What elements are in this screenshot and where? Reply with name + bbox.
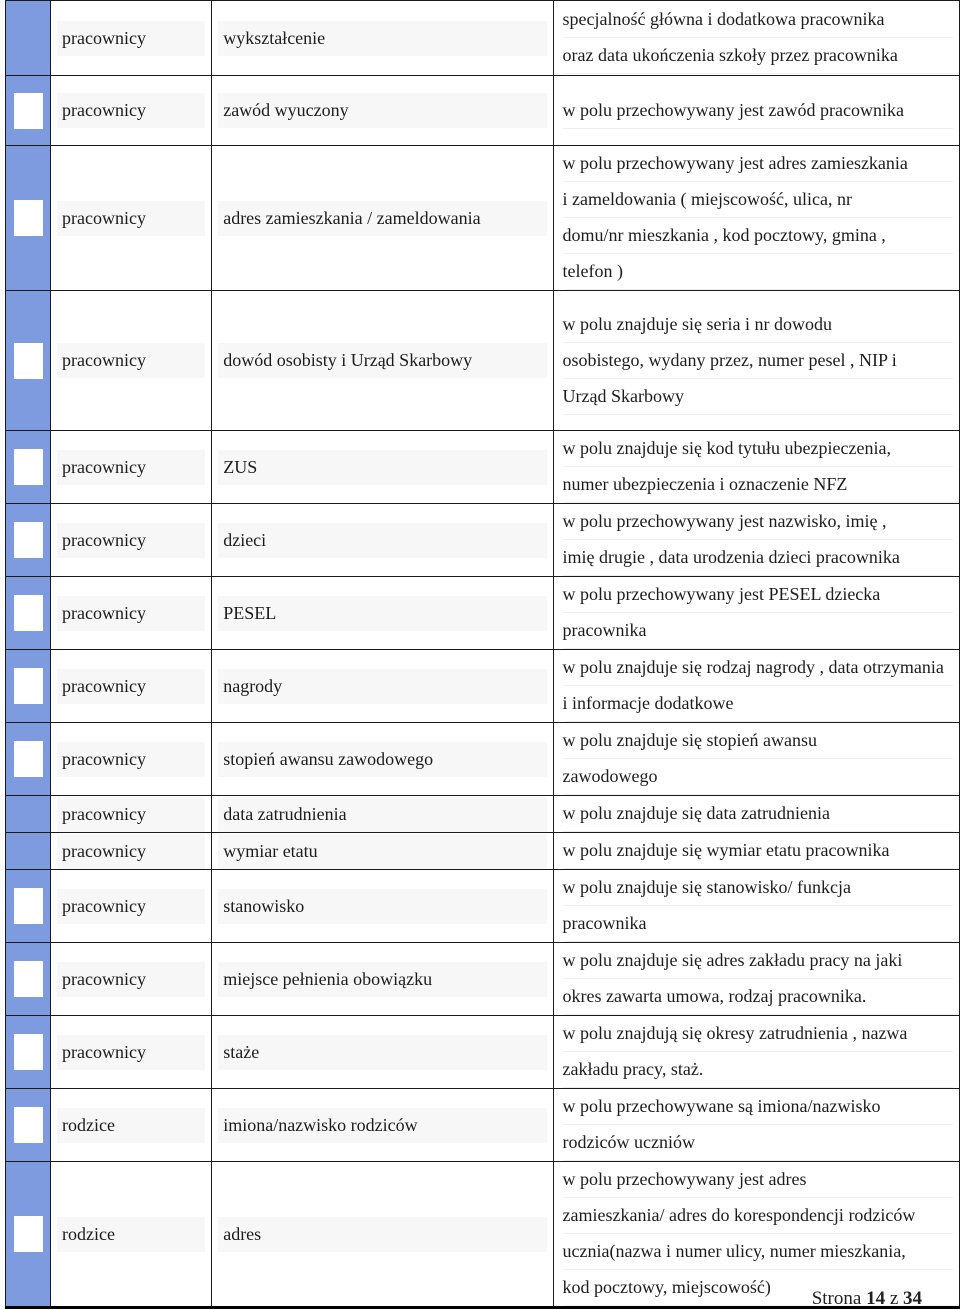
table-row	[6, 291, 960, 431]
description-line: w polu przechowywane są imiona/nazwisko	[563, 1089, 953, 1125]
entity-name: pracownicy	[57, 596, 205, 631]
field-cell	[212, 723, 553, 796]
field-name: adres zamieszkania / zameldowania	[218, 201, 546, 236]
field-cell	[212, 431, 553, 504]
field-name: PESEL	[218, 596, 546, 631]
entity-name: pracownicy	[57, 797, 205, 832]
description-line: w polu znajduje się stopień awansu	[563, 723, 953, 759]
description-line: w polu przechowywany jest nazwisko, imię ,	[563, 504, 953, 540]
entity-cell	[51, 1016, 212, 1089]
row-marker-cell	[6, 577, 51, 650]
field-cell	[212, 1162, 553, 1308]
row-marker-cell	[6, 723, 51, 796]
field-cell	[212, 833, 553, 870]
field-cell	[212, 146, 553, 291]
entity-cell	[51, 833, 212, 870]
description-line: w polu znajduje się kod tytułu ubezpieczenia,	[563, 431, 953, 467]
field-name: ZUS	[218, 450, 546, 485]
description-line: w polu znajduje się adres zakładu pracy na jaki	[563, 943, 953, 979]
description-line: specjalność główna i dodatkowa pracownika	[563, 2, 953, 38]
entity-name: pracownicy	[57, 201, 205, 236]
entity-cell	[51, 291, 212, 431]
field-name: stopień awansu zawodowego	[218, 742, 546, 777]
entity-cell	[51, 723, 212, 796]
row-marker-cell	[6, 504, 51, 577]
description-cell	[553, 650, 959, 723]
entity-name: pracownicy	[57, 93, 205, 128]
entity-name: pracownicy	[57, 962, 205, 997]
entity-name: pracownicy	[57, 21, 205, 56]
field-description	[560, 93, 953, 129]
description-line: i informacje dodatkowe	[563, 686, 953, 722]
row-checkbox[interactable]	[14, 1216, 43, 1252]
table-row	[6, 796, 960, 833]
description-line: w polu znajduje się stanowisko/ funkcja	[563, 870, 953, 906]
row-checkbox[interactable]	[14, 1107, 43, 1143]
field-name: stanowisko	[218, 889, 546, 924]
field-cell	[212, 650, 553, 723]
row-marker-cell	[6, 291, 51, 431]
row-checkbox[interactable]	[14, 449, 43, 485]
description-line: pracownika	[563, 906, 953, 942]
table-row	[6, 504, 960, 577]
table-row	[6, 870, 960, 943]
field-description	[560, 2, 953, 74]
entity-cell	[51, 943, 212, 1016]
field-cell	[212, 1089, 553, 1162]
description-line: imię drugie , data urodzenia dzieci pracownika	[563, 540, 953, 576]
row-checkbox[interactable]	[14, 961, 43, 997]
table-row	[6, 943, 960, 1016]
entity-cell	[51, 1, 212, 76]
field-name: nagrody	[218, 669, 546, 704]
table-row	[6, 650, 960, 723]
description-cell	[553, 723, 959, 796]
row-checkbox[interactable]	[14, 888, 43, 924]
description-cell	[553, 76, 959, 146]
description-cell	[553, 504, 959, 577]
entity-name: rodzice	[57, 1217, 205, 1252]
entity-cell	[51, 577, 212, 650]
description-line: pracownika	[563, 613, 953, 649]
entity-name: pracownicy	[57, 523, 205, 558]
field-description	[560, 943, 953, 1015]
field-description	[560, 1016, 953, 1088]
row-checkbox[interactable]	[14, 343, 43, 379]
field-name: wymiar etatu	[218, 834, 546, 869]
entity-cell	[51, 1089, 212, 1162]
row-marker-cell	[6, 833, 51, 870]
field-description	[560, 307, 953, 415]
description-cell	[553, 1089, 959, 1162]
field-description	[560, 577, 953, 649]
field-cell	[212, 870, 553, 943]
row-marker-cell	[6, 76, 51, 146]
field-cell	[212, 577, 553, 650]
table-row	[6, 577, 960, 650]
field-description	[560, 796, 953, 832]
entity-name: pracownicy	[57, 742, 205, 777]
field-name: imiona/nazwisko rodziców	[218, 1108, 546, 1143]
description-line: oraz data ukończenia szkoły przez pracownika	[563, 38, 953, 74]
description-line: i zameldowania ( miejscowość, ulica, nr	[563, 182, 953, 218]
row-marker-cell	[6, 146, 51, 291]
entity-name: pracownicy	[57, 1035, 205, 1070]
page-label: Strona	[811, 1288, 862, 1309]
field-description	[560, 1089, 953, 1161]
entity-cell	[51, 504, 212, 577]
row-checkbox[interactable]	[14, 595, 43, 631]
description-line: w polu znajduje się seria i nr dowodu	[563, 307, 953, 343]
field-cell	[212, 796, 553, 833]
page-sep: z	[889, 1288, 899, 1309]
description-cell	[553, 796, 959, 833]
entity-cell	[51, 431, 212, 504]
field-name: staże	[218, 1035, 546, 1070]
description-line: kod pocztowy, miejscowość)	[563, 1270, 953, 1306]
description-cell	[553, 1016, 959, 1089]
description-line: w polu przechowywany jest adres zamieszkania	[563, 146, 953, 182]
description-line: osobistego, wydany przez, numer pesel , NIP i	[563, 343, 953, 379]
description-line: w polu znajdują się okresy zatrudnienia , nazwa	[563, 1016, 953, 1052]
entity-cell	[51, 796, 212, 833]
row-checkbox[interactable]	[14, 200, 43, 236]
row-marker-cell	[6, 1, 51, 76]
field-name: adres	[218, 1217, 546, 1252]
description-line: w polu przechowywany jest adres	[563, 1162, 953, 1198]
row-checkbox[interactable]	[14, 522, 43, 558]
entity-cell	[51, 650, 212, 723]
row-marker-cell	[6, 1016, 51, 1089]
table-row	[6, 1016, 960, 1089]
entity-cell	[51, 76, 212, 146]
entity-cell	[51, 870, 212, 943]
description-line: okres zawarta umowa, rodzaj pracownika.	[563, 979, 953, 1015]
entity-name: rodzice	[57, 1108, 205, 1143]
total-pages: 34	[903, 1288, 922, 1309]
table-row	[6, 1, 960, 76]
entity-cell	[51, 146, 212, 291]
description-line: w polu znajduje się wymiar etatu pracownika	[563, 833, 953, 869]
description-line: w polu znajduje się data zatrudnienia	[563, 796, 953, 832]
field-description	[560, 870, 953, 942]
entity-cell	[51, 1162, 212, 1308]
table-row	[6, 1089, 960, 1162]
field-description	[560, 650, 953, 722]
description-cell	[553, 833, 959, 870]
field-description	[560, 146, 953, 290]
field-name: miejsce pełnienia obowiązku	[218, 962, 546, 997]
page-number	[812, 1288, 922, 1310]
entity-name: pracownicy	[57, 889, 205, 924]
field-description	[560, 723, 953, 795]
table-row	[6, 1162, 960, 1308]
description-line: ucznia(nazwa i numer ulicy, numer mieszkania,	[563, 1234, 953, 1270]
row-marker-cell	[6, 943, 51, 1016]
row-checkbox[interactable]	[14, 1034, 43, 1070]
row-marker-cell	[6, 796, 51, 833]
row-marker-cell	[6, 870, 51, 943]
field-description	[560, 431, 953, 503]
description-cell	[553, 577, 959, 650]
description-cell	[553, 146, 959, 291]
description-line: zamieszkania/ adres do korespondencji rodziców	[563, 1198, 953, 1234]
field-name: data zatrudnienia	[218, 797, 546, 832]
entity-name: pracownicy	[57, 450, 205, 485]
table-row	[6, 833, 960, 870]
table-row	[6, 431, 960, 504]
field-cell	[212, 1016, 553, 1089]
field-name: zawód wyuczony	[218, 93, 546, 128]
row-marker-cell	[6, 650, 51, 723]
description-cell	[553, 431, 959, 504]
field-description	[560, 1162, 953, 1306]
field-description	[560, 833, 953, 869]
field-cell	[212, 943, 553, 1016]
field-description	[560, 504, 953, 576]
table-row	[6, 76, 960, 146]
description-line: zawodowego	[563, 759, 953, 795]
description-line: w polu przechowywany jest PESEL dziecka	[563, 577, 953, 613]
description-line: numer ubezpieczenia i oznaczenie NFZ	[563, 467, 953, 503]
entity-name: pracownicy	[57, 669, 205, 704]
entity-name: pracownicy	[57, 834, 205, 869]
field-name: dzieci	[218, 523, 546, 558]
description-line: Urząd Skarbowy	[563, 379, 953, 415]
description-cell	[553, 943, 959, 1016]
row-checkbox[interactable]	[14, 741, 43, 777]
field-cell	[212, 76, 553, 146]
field-name: dowód osobisty i Urząd Skarbowy	[218, 343, 546, 378]
description-line: zakładu pracy, staż.	[563, 1052, 953, 1088]
current-page: 14	[866, 1288, 886, 1309]
row-marker-cell	[6, 1089, 51, 1162]
row-checkbox[interactable]	[14, 668, 43, 704]
table-row	[6, 723, 960, 796]
row-marker-cell	[6, 431, 51, 504]
field-name: wykształcenie	[218, 21, 546, 56]
description-cell	[553, 291, 959, 431]
entity-name: pracownicy	[57, 343, 205, 378]
document-table	[5, 0, 960, 1309]
field-cell	[212, 1, 553, 76]
description-line: domu/nr mieszkania , kod pocztowy, gmina ,	[563, 218, 953, 254]
row-marker-cell	[6, 1162, 51, 1308]
description-line: rodziców uczniów	[563, 1125, 953, 1161]
row-checkbox[interactable]	[14, 93, 43, 129]
description-cell	[553, 870, 959, 943]
description-line: w polu znajduje się rodzaj nagrody , data otrzymania	[563, 650, 953, 686]
description-cell	[553, 1162, 959, 1308]
table-row	[6, 146, 960, 291]
description-line: w polu przechowywany jest zawód pracownika	[563, 93, 953, 129]
field-cell	[212, 504, 553, 577]
description-cell	[553, 1, 959, 76]
field-cell	[212, 291, 553, 431]
description-line: telefon )	[563, 254, 953, 290]
